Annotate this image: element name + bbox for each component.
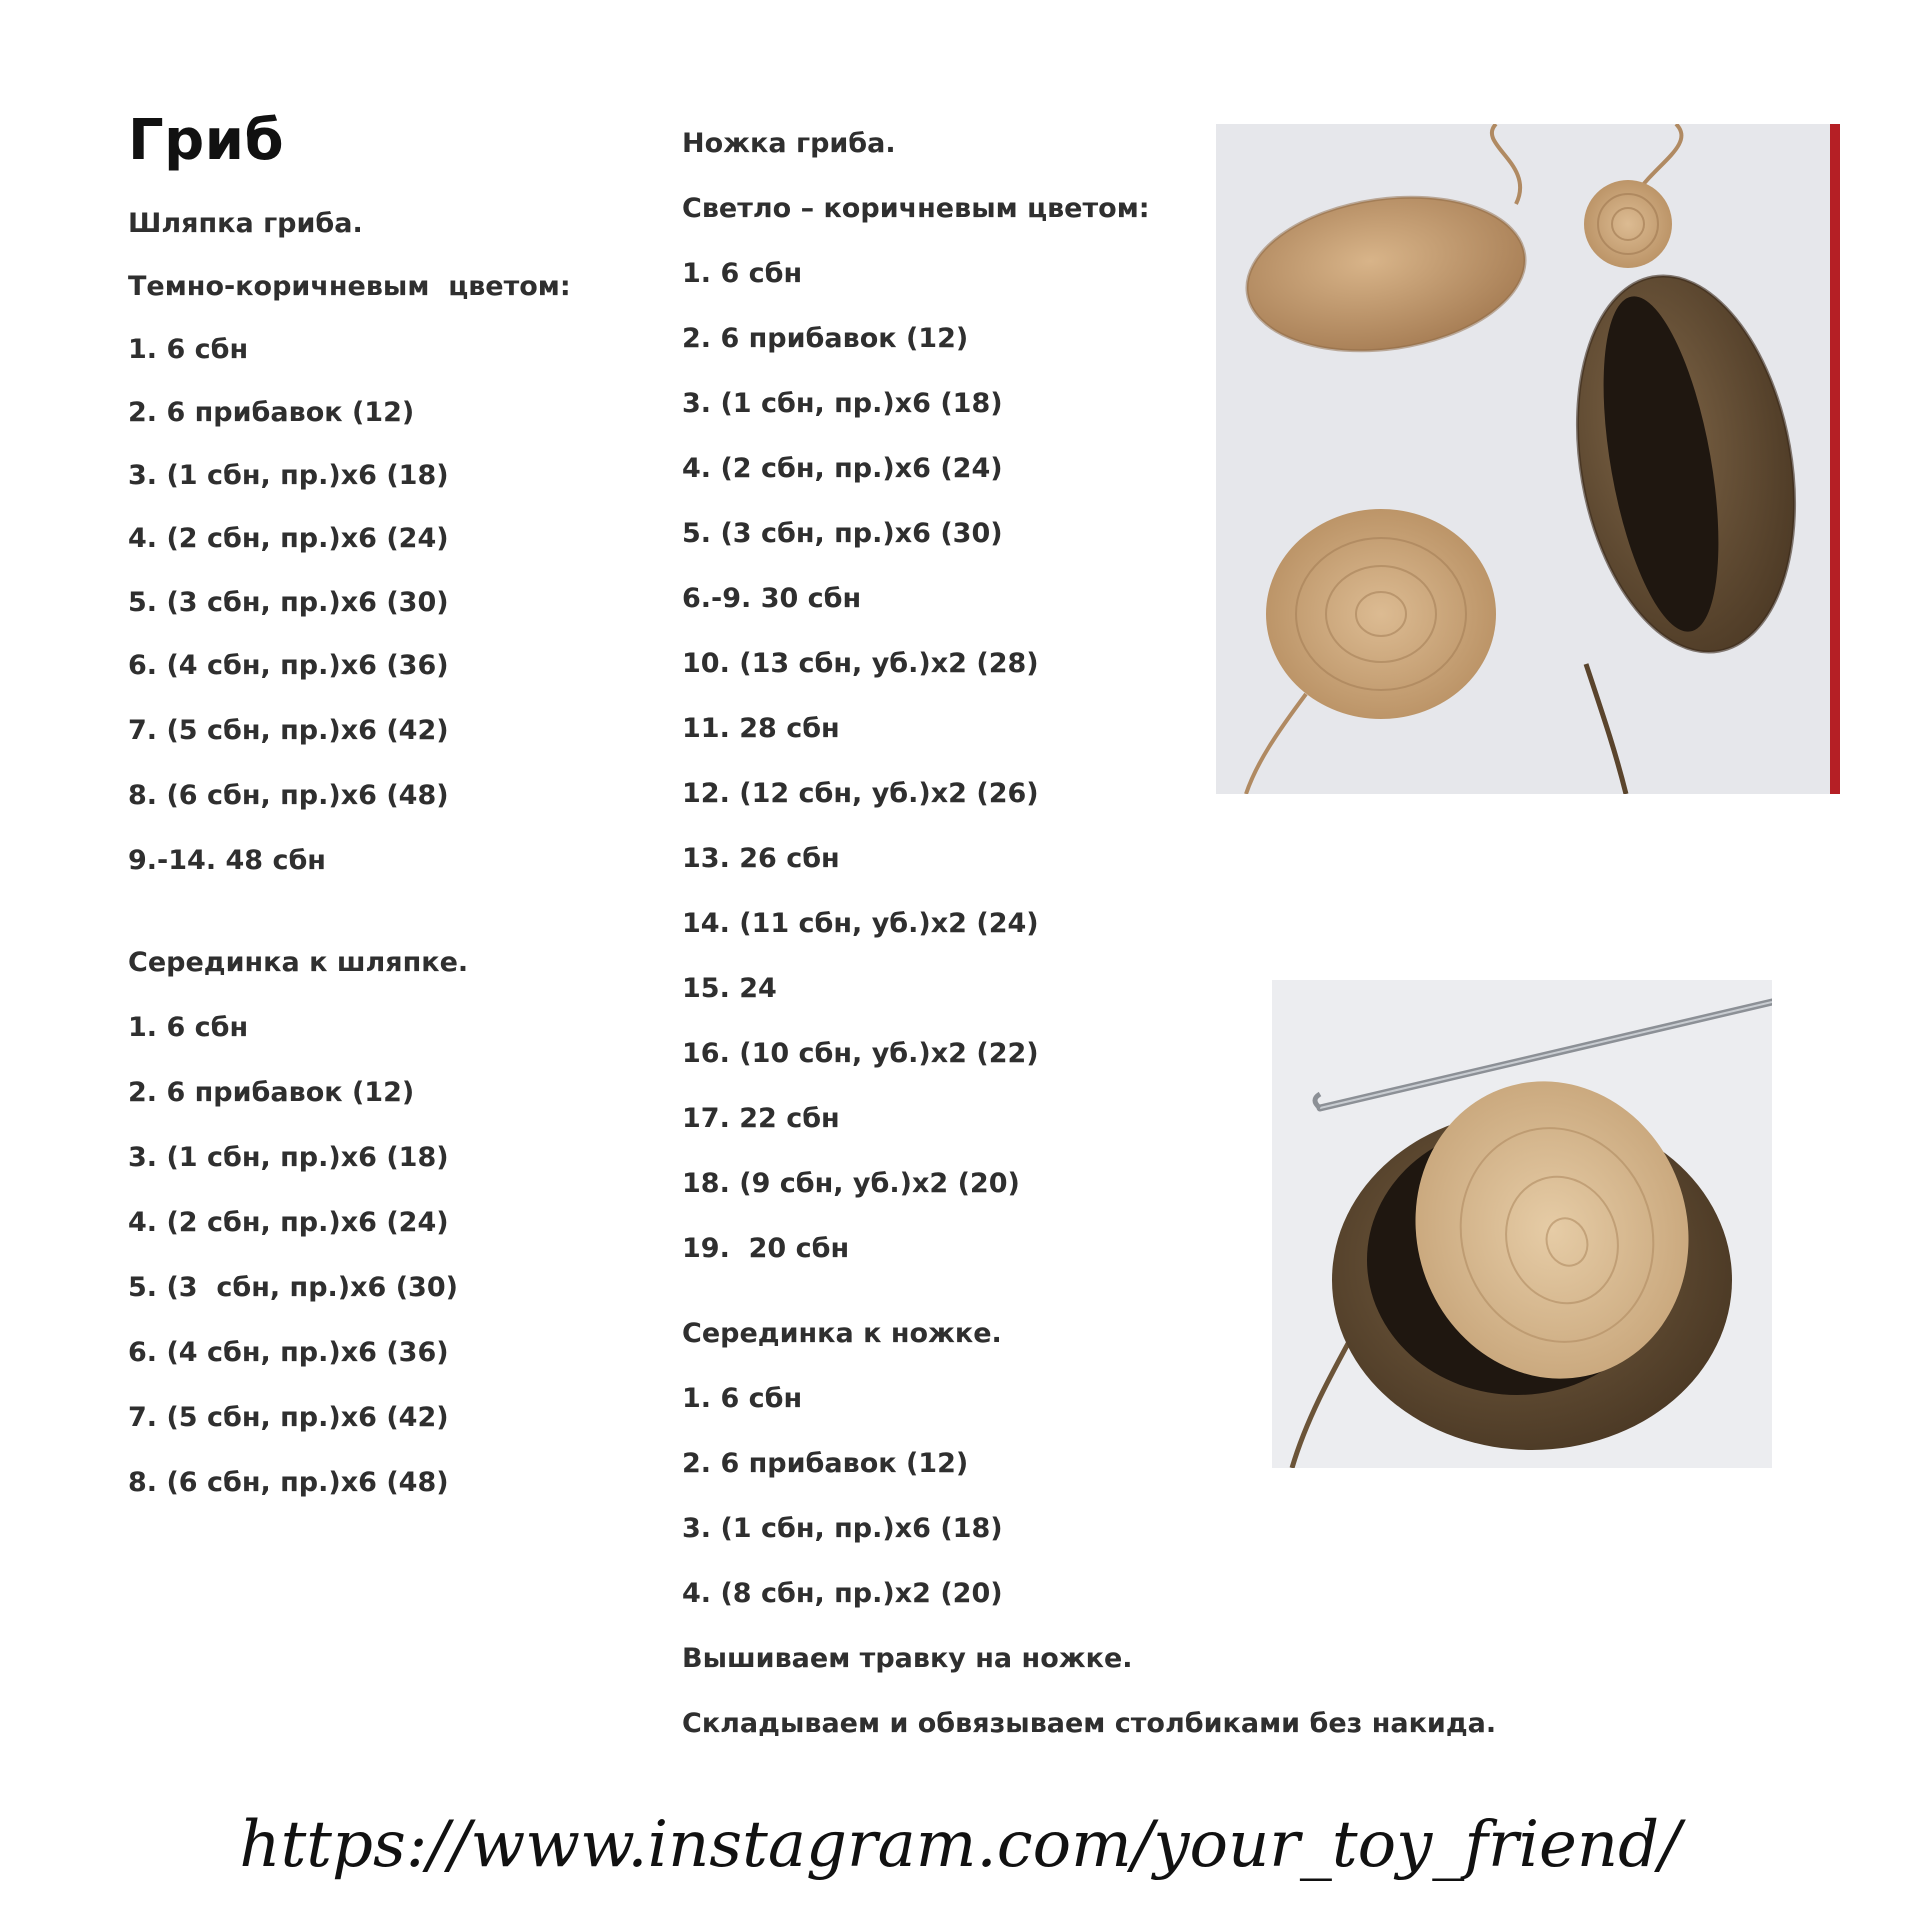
row-item: 5. (3 сбн, пр.)х6 (30) [682,518,1003,549]
row-item: 1. 6 сбн [682,258,803,289]
row-item: 7. (5 сбн, пр.)х6 (42) [128,715,449,746]
row-item: 12. (12 сбн, уб.)х2 (26) [682,778,1039,809]
row-item: 3. (1 сбн, пр.)х6 (18) [682,1513,1003,1544]
section-heading-cap-center: Серединка к шляпке. [128,947,469,978]
row-item: 4. (2 сбн, пр.)х6 (24) [128,1207,449,1238]
section-heading-cap: Шляпка гриба. [128,208,363,239]
row-item: 1. 6 сбн [682,1383,803,1414]
row-item: 10. (13 сбн, уб.)х2 (28) [682,648,1039,679]
row-item: 4. (2 сбн, пр.)х6 (24) [682,453,1003,484]
footer-instagram-link[interactable]: https://www.instagram.com/your_toy_friend/ [239,1808,1681,1882]
row-item: 3. (1 сбн, пр.)х6 (18) [128,460,449,491]
row-item: 19. 20 сбн [682,1233,850,1264]
row-item: 6. (4 сбн, пр.)х6 (36) [128,650,449,681]
row-item: 11. 28 сбн [682,713,840,744]
row-item: 2. 6 прибавок (12) [128,1077,415,1108]
left-column [128,0,688,1520]
row-item: 3. (1 сбн, пр.)х6 (18) [682,388,1003,419]
row-item: 2. 6 прибавок (12) [128,397,415,428]
row-item: 8. (6 сбн, пр.)х6 (48) [128,1467,449,1498]
color-note-cap: Темно-коричневым цветом: [128,271,571,302]
row-item: 6.-9. 30 сбн [682,583,862,614]
row-item: 7. (5 сбн, пр.)х6 (42) [128,1402,449,1433]
row-item: 15. 24 [682,973,777,1004]
row-item: 1. 6 сбн [128,334,249,365]
row-item: 5. (3 сбн, пр.)х6 (30) [128,587,449,618]
row-item: 8. (6 сбн, пр.)х6 (48) [128,780,449,811]
page-title: Гриб [128,108,285,173]
instruction-note: Вышиваем травку на ножке. [682,1643,1133,1674]
instruction-note: Складываем и обвязываем столбиками без накида. [682,1708,1497,1739]
row-item: 13. 26 сбн [682,843,840,874]
row-item: 4. (2 сбн, пр.)х6 (24) [128,523,449,554]
row-item: 4. (8 сбн, пр.)х2 (20) [682,1578,1003,1609]
parts-photo-illustration [1216,124,1840,794]
row-item: 3. (1 сбн, пр.)х6 (18) [128,1142,449,1173]
row-item: 17. 22 сбн [682,1103,840,1134]
row-item: 18. (9 сбн, уб.)х2 (20) [682,1168,1020,1199]
row-item: 5. (3 сбн, пр.)х6 (30) [128,1272,458,1303]
row-item: 2. 6 прибавок (12) [682,323,969,354]
section-heading-stem-center: Серединка к ножке. [682,1318,1002,1349]
assembly-photo-illustration [1272,980,1772,1468]
row-item: 9.-14. 48 сбн [128,845,326,876]
section-heading-stem: Ножка гриба. [682,128,896,159]
row-item: 6. (4 сбн, пр.)х6 (36) [128,1337,449,1368]
row-item: 16. (10 сбн, уб.)х2 (22) [682,1038,1039,1069]
row-item: 2. 6 прибавок (12) [682,1448,969,1479]
row-item: 1. 6 сбн [128,1012,249,1043]
row-item: 14. (11 сбн, уб.)х2 (24) [682,908,1039,939]
color-note-stem: Светло – коричневым цветом: [682,193,1150,224]
parts-photo [1216,124,1840,794]
assembly-photo [1272,980,1772,1468]
